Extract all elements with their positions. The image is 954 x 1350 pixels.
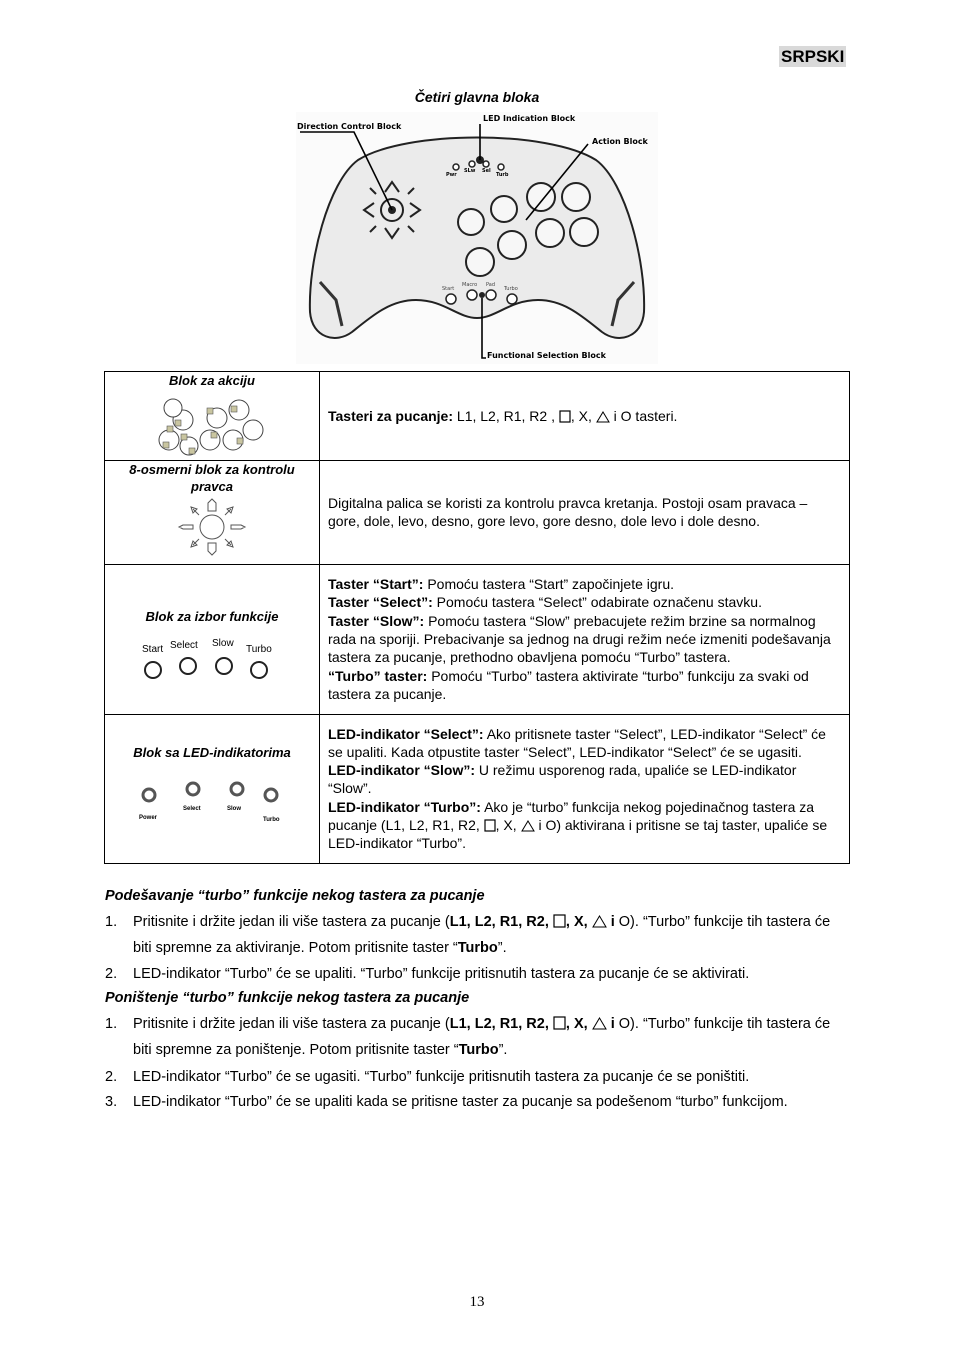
text-fragment: Pritisnite i držite jedan ili više tastera za pucanje ( xyxy=(133,914,450,930)
action-block-icon xyxy=(155,390,269,456)
list-text xyxy=(133,1011,845,1063)
list-item xyxy=(105,1089,845,1115)
desc-text: Pomoću tastera “Slow” prebacujete režim brzine sa normalnog rada na sporiji. Prebacivanje sa jednog na drugi režim neće izmeniti podešavanja tastera za pucanje, prethodno obavljena pomoću “Turbo” tastera. xyxy=(328,612,831,666)
square-icon xyxy=(559,410,571,423)
keys-bold: L1, L2, R1, R2, xyxy=(449,914,549,930)
block-title: Blok sa LED-indikatorima xyxy=(133,745,291,761)
list-item xyxy=(105,1064,845,1090)
list-item xyxy=(105,1011,845,1063)
list-number: 2. xyxy=(105,1069,118,1085)
list-number: 1. xyxy=(105,914,118,930)
triangle-icon xyxy=(592,915,607,928)
block-title: Blok za akciju xyxy=(169,373,255,388)
text-fragment: Pritisnite i držite jedan ili više tastera za pucanje ( xyxy=(133,1016,450,1032)
table-row xyxy=(105,461,850,564)
desc-text: Pomoću “Turbo” tastera aktivirate “turbo” funkciju za svaki od tastera za pucanje. xyxy=(328,667,809,702)
desc-text: Pomoću tastera “Select” odabirate označenu stavku. xyxy=(432,594,762,611)
led-label-sel: Sel xyxy=(482,168,491,174)
description-cell xyxy=(320,372,850,461)
desc-line xyxy=(328,725,841,762)
controller-diagram xyxy=(296,112,658,364)
desc-text: i O) aktivirana i pritisne se taj taster, upaliće se LED-indikator “Turbo”. xyxy=(328,817,828,852)
description-text: , X, xyxy=(570,408,592,424)
led-label-turb: Turb xyxy=(496,172,509,178)
button-name-bold: Turbo xyxy=(458,1042,499,1058)
list-text: LED-indikator “Turbo” će se upaliti. “Turbo” funkcije pritisnutih tastera za pucanje će se aktivirati. xyxy=(133,966,750,982)
block-title: Blok za izbor funkcije xyxy=(145,608,279,624)
list-item xyxy=(105,961,845,987)
block-title: 8-osmerni blok za kontrolu pravca xyxy=(129,462,295,495)
language-label: SRPSKI xyxy=(781,47,845,66)
label-led-block: LED Indication Block xyxy=(483,114,576,123)
desc-line xyxy=(328,761,841,798)
square-icon xyxy=(553,914,566,928)
square-icon xyxy=(553,1016,566,1030)
function-buttons-svg xyxy=(142,653,282,681)
description-text: Digitalna palica se koristi za kontrolu pravca kretanja. Postoji osam pravaca – gore, dole, levo, desno, gore levo, gore desno, dole levo i dole desno. xyxy=(328,495,808,530)
led-label-slw: SLw xyxy=(464,168,476,174)
btn-label-slow: Slow xyxy=(212,637,234,649)
keys-bold: , X, xyxy=(565,914,588,930)
description-text: L1, L2, R1, R2 , xyxy=(453,408,555,424)
led-label-power: Power xyxy=(139,815,158,822)
description-cell xyxy=(320,461,850,564)
figure-title: Četiri glavna bloka xyxy=(414,89,540,105)
led-label-slow: Slow xyxy=(227,806,242,813)
desc-text: , X, xyxy=(495,817,517,834)
label-direction-block: Direction Control Block xyxy=(297,122,402,131)
block-cell xyxy=(105,564,320,714)
page-number: 13 xyxy=(469,1294,485,1310)
desc-line xyxy=(328,575,841,593)
triangle-icon xyxy=(596,411,610,423)
list-number: 2. xyxy=(105,966,118,982)
text-fragment: O). “Turbo” funkcije tih tastera će biti spremne za aktiviranje. Potom pritisnite taster “ xyxy=(133,914,831,956)
desc-bold: “Turbo” taster: xyxy=(328,667,428,684)
section-heading: Poništenje “turbo” funkcije nekog tastera za pucanje xyxy=(105,990,470,1006)
desc-line xyxy=(328,612,841,667)
keys-bold: , X, xyxy=(565,1016,588,1032)
btn-label-start: Start xyxy=(142,643,164,655)
desc-bold: Taster “Start”: xyxy=(328,576,424,593)
fn-label-macro: Macro xyxy=(462,282,478,288)
button-name-bold: Turbo xyxy=(457,940,498,956)
fn-label-pad: Pad xyxy=(486,282,496,288)
btn-label-turbo: Turbo xyxy=(246,643,272,655)
description-text: i O tasteri. xyxy=(613,408,678,424)
table-row xyxy=(105,372,850,461)
description-cell xyxy=(320,714,850,863)
desc-line xyxy=(328,593,841,611)
fn-label-turbo: Turbo xyxy=(504,286,518,292)
text-fragment: O). “Turbo” funkcije tih tastera će biti spremne za poništenje. Potom pritisnite taster “ xyxy=(133,1016,831,1058)
desc-bold: Taster “Slow”: xyxy=(328,612,425,629)
label-action-block: Action Block xyxy=(592,137,648,146)
dpad-block-icon xyxy=(177,495,247,559)
desc-line xyxy=(328,798,841,853)
list-text xyxy=(133,909,845,961)
led-label-select: Select xyxy=(183,806,201,813)
blocks-table xyxy=(104,371,850,864)
led-block-svg xyxy=(139,779,285,807)
keys-bold: i xyxy=(610,914,615,930)
text-fragment: ”. xyxy=(498,1042,508,1058)
desc-bold: LED-indikator “Turbo”: xyxy=(328,798,481,815)
list-item xyxy=(105,909,845,961)
description-bold: Tasteri za pucanje: xyxy=(328,408,454,424)
block-cell xyxy=(105,461,320,564)
function-buttons-icon xyxy=(142,637,282,681)
desc-text: U režimu usporenog rada, upaliće se LED-indikator “Slow”. xyxy=(328,762,797,797)
desc-bold: LED-indikator “Select”: xyxy=(328,725,484,742)
desc-bold: LED-indikator “Slow”: xyxy=(328,762,475,779)
desc-text: Ako je “turbo” funkcija nekog pojedinačnog tastera za pucanje (L1, L2, R1, R2, xyxy=(328,798,815,834)
led-block-icon xyxy=(139,779,285,823)
list-number: 1. xyxy=(105,1016,118,1032)
square-icon xyxy=(484,819,496,832)
table-row xyxy=(105,714,850,863)
triangle-icon xyxy=(592,1017,607,1030)
desc-text: Ako pritisnete taster “Select”, LED-indikator “Select” će se upaliti. Kada otpustite taster “Select”, LED-indikator “Select” će se ugasiti. xyxy=(328,725,826,760)
block-cell xyxy=(105,372,320,461)
list-text: LED-indikator “Turbo” će se upaliti kada se pritisne taster za pucanje sa podešenom “turbo” funkcijom. xyxy=(133,1094,788,1110)
desc-text: Pomoću tastera “Start” započinjete igru. xyxy=(423,576,674,593)
block-cell xyxy=(105,714,320,863)
desc-bold: Taster “Select”: xyxy=(328,594,433,611)
keys-bold: i xyxy=(610,1016,615,1032)
text-fragment: ”. xyxy=(497,940,507,956)
description-cell xyxy=(320,564,850,714)
led-label-turbo: Turbo xyxy=(263,817,280,824)
list-text: LED-indikator “Turbo” će se ugasiti. “Turbo” funkcije pritisnutih tastera za pucanje će se poništiti. xyxy=(133,1069,750,1085)
keys-bold: L1, L2, R1, R2, xyxy=(449,1016,549,1032)
desc-line xyxy=(328,667,841,704)
controller-diagram-svg xyxy=(296,112,658,364)
label-functional-block: Functional Selection Block xyxy=(487,351,606,360)
table-row xyxy=(105,564,850,714)
triangle-icon xyxy=(521,820,535,832)
section-heading: Podešavanje “turbo” funkcije nekog tastera za pucanje xyxy=(105,888,485,904)
btn-label-select: Select xyxy=(170,639,198,651)
fn-label-start: Start xyxy=(442,286,455,292)
list-number: 3. xyxy=(105,1094,118,1110)
led-label-pwr: Pwr xyxy=(446,172,457,178)
